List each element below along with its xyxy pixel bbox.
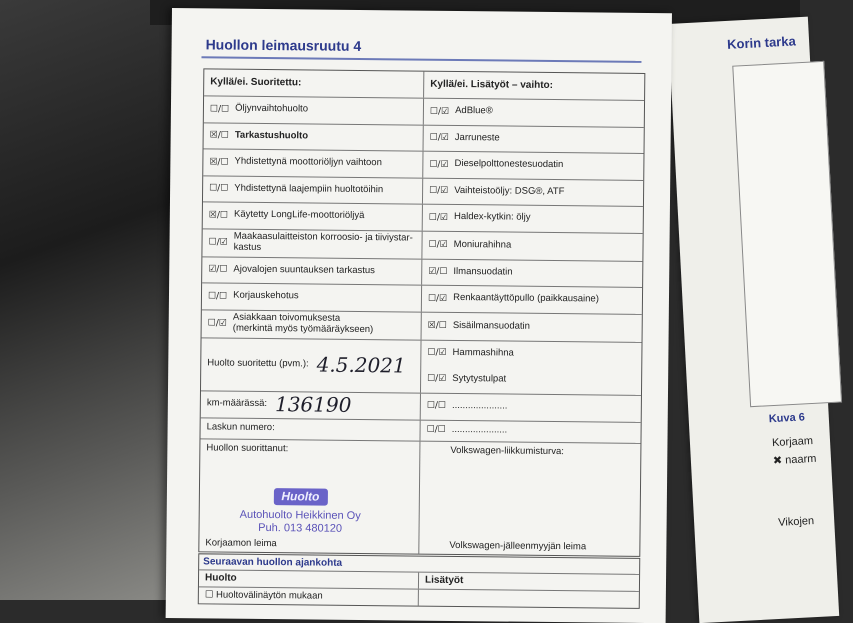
left-item-label: Tarkastushuolto <box>234 129 309 142</box>
extra-item: ☐/☑ Hammashihna <box>427 346 514 359</box>
left-item-label: Ajovalojen suuntauksen tarkastus <box>233 263 376 276</box>
left-checkbox[interactable]: ☐/☐ <box>209 103 230 115</box>
right-item <box>423 205 643 233</box>
right-item <box>422 312 642 341</box>
right-checkbox[interactable]: ☑/☐ <box>428 266 448 277</box>
dealer-stamp-label: Volkswagen-jälleenmyyjän leima <box>449 539 587 552</box>
workshop-stamp-label: Korjaamon leima <box>205 536 277 549</box>
service-date-label: Huolto suoritettu (pvm.): <box>207 357 309 370</box>
right-item-label: Jarruneste <box>454 131 500 144</box>
left-checkbox[interactable]: ☑/☐ <box>208 264 228 275</box>
extra-item: ☐/☐ ..................... <box>426 423 508 436</box>
right-checkbox[interactable]: ☐/☑ <box>429 132 449 143</box>
extra-item: ☐/☐ ..................... <box>426 399 508 412</box>
right-item <box>423 178 643 206</box>
service-table <box>198 68 645 556</box>
stamp-phone: Puh. 013 480120 <box>258 522 343 536</box>
km-label: km-määrässä: <box>206 397 268 410</box>
right-text-3: Vikojen <box>777 515 815 529</box>
next-service-box <box>198 553 641 609</box>
left-item-label: Korjauskehotus <box>233 289 299 302</box>
left-item <box>204 123 424 151</box>
right-item <box>422 231 642 260</box>
left-checkbox[interactable]: ☐/☑ <box>207 318 227 329</box>
right-page <box>668 17 839 623</box>
extras-1 <box>421 340 642 394</box>
left-checkbox[interactable]: ☐/☐ <box>209 183 229 194</box>
right-checkbox[interactable]: ☐/☑ <box>427 293 448 304</box>
left-item <box>203 176 423 204</box>
left-item-label: Käytetty LongLife-moottoriöljyä <box>233 208 365 222</box>
right-item-label: Renkaantäyttöpullo (paikkausaine) <box>453 292 599 305</box>
workshop-stamp <box>239 487 361 537</box>
km-value: 136190 <box>274 392 352 417</box>
right-checkbox[interactable]: ☐/☑ <box>428 212 449 223</box>
km-cell <box>201 391 421 419</box>
stamp-row <box>199 439 640 556</box>
title-rule <box>201 56 641 63</box>
car-illustration <box>732 61 842 407</box>
background-left <box>0 0 175 600</box>
left-item <box>202 257 422 285</box>
left-item <box>202 310 422 339</box>
right-checkbox[interactable]: ☐/☑ <box>429 159 449 170</box>
right-item-label: Haldex-kytkin: öljy <box>453 211 531 224</box>
left-checkbox[interactable]: ☒/☐ <box>209 130 229 141</box>
left-checkbox[interactable]: ☒/☐ <box>209 156 229 168</box>
left-checkbox[interactable]: ☐/☐ <box>207 290 228 302</box>
next-service-row <box>199 587 639 608</box>
left-item-label: Maakaasulaitteiston korroosio- ja tiiviystar- kastus <box>233 230 413 253</box>
vw-assist-label: Volkswagen-liikkumisturva: <box>450 444 564 457</box>
right-item-label: Moniurahihna <box>453 238 512 251</box>
left-item <box>202 229 422 258</box>
document-page <box>166 8 672 623</box>
left-item-label: Asiakkaan toivomuksesta (merkintä myös työmääräykseen) <box>232 311 374 336</box>
next-service-empty <box>419 590 639 608</box>
left-item <box>202 283 422 311</box>
page-title: Huollon leimausruutu 4 <box>205 36 362 54</box>
left-item <box>203 202 423 230</box>
next-col-2: Lisätyöt <box>424 574 464 587</box>
right-checkbox[interactable]: ☐/☑ <box>429 185 449 196</box>
right-item-label: Ilmansuodatin <box>453 265 513 278</box>
next-service-title: Seuraavan huollon ajankohta <box>199 554 639 575</box>
left-item-label: Yhdistettynä moottoriöljyn vaihtoon <box>234 155 382 169</box>
figure-caption: Kuva 6 <box>768 411 806 426</box>
next-col-1: Huolto <box>199 570 419 588</box>
extra-item: ☐/☑ Sytytystulpat <box>427 372 507 385</box>
next-service-item: ☐ Huoltovälinäytön mukaan <box>199 587 419 605</box>
right-checkbox[interactable]: ☐/☑ <box>428 239 448 250</box>
right-checkbox[interactable]: ☒/☐ <box>427 320 447 331</box>
right-text-1: Korjaam <box>771 434 814 450</box>
invoice-label: Laskun numero: <box>201 418 421 440</box>
service-date-row <box>201 338 642 396</box>
right-item <box>424 125 644 153</box>
vw-cell <box>419 441 640 555</box>
left-item <box>203 149 423 177</box>
right-item <box>422 259 642 287</box>
right-item-label: Vaihteistoöljy: DSG®, ATF <box>454 184 565 197</box>
header-left: Kyllä/ei. Suoritettu: <box>204 69 424 97</box>
stamp-logo: Huolto <box>273 488 327 506</box>
service-date-cell <box>201 338 422 392</box>
left-item <box>204 96 424 124</box>
header-right: Kyllä/ei. Lisätyöt – vaihto: <box>430 78 554 92</box>
stamp-name: Autohuolto Heikkinen Oy <box>239 508 361 522</box>
right-checkbox[interactable]: ☐/☑ <box>429 106 450 117</box>
right-item <box>423 152 643 180</box>
right-page-title: Korin tarka <box>726 33 797 52</box>
right-item <box>422 286 642 314</box>
right-item <box>424 99 644 127</box>
left-item-label: Öljynvaihtohuolto <box>235 102 309 115</box>
table-rows <box>202 96 645 342</box>
performed-by-cell <box>199 439 420 553</box>
right-item-label: AdBlue® <box>455 105 493 117</box>
right-item-label: Sisäilmansuodatin <box>452 319 531 332</box>
performed-by-label: Huollon suorittanut: <box>206 441 289 454</box>
service-date-value: 4.5.2021 <box>316 352 406 378</box>
left-checkbox[interactable]: ☐/☑ <box>208 237 228 248</box>
right-item-label: Dieselpolttonestesuodatin <box>454 158 564 171</box>
right-text-2: ✖ naarm <box>772 452 817 468</box>
left-checkbox[interactable]: ☒/☐ <box>208 209 229 221</box>
left-item-label: Yhdistettynä laajempiin huoltotöihin <box>234 182 384 196</box>
